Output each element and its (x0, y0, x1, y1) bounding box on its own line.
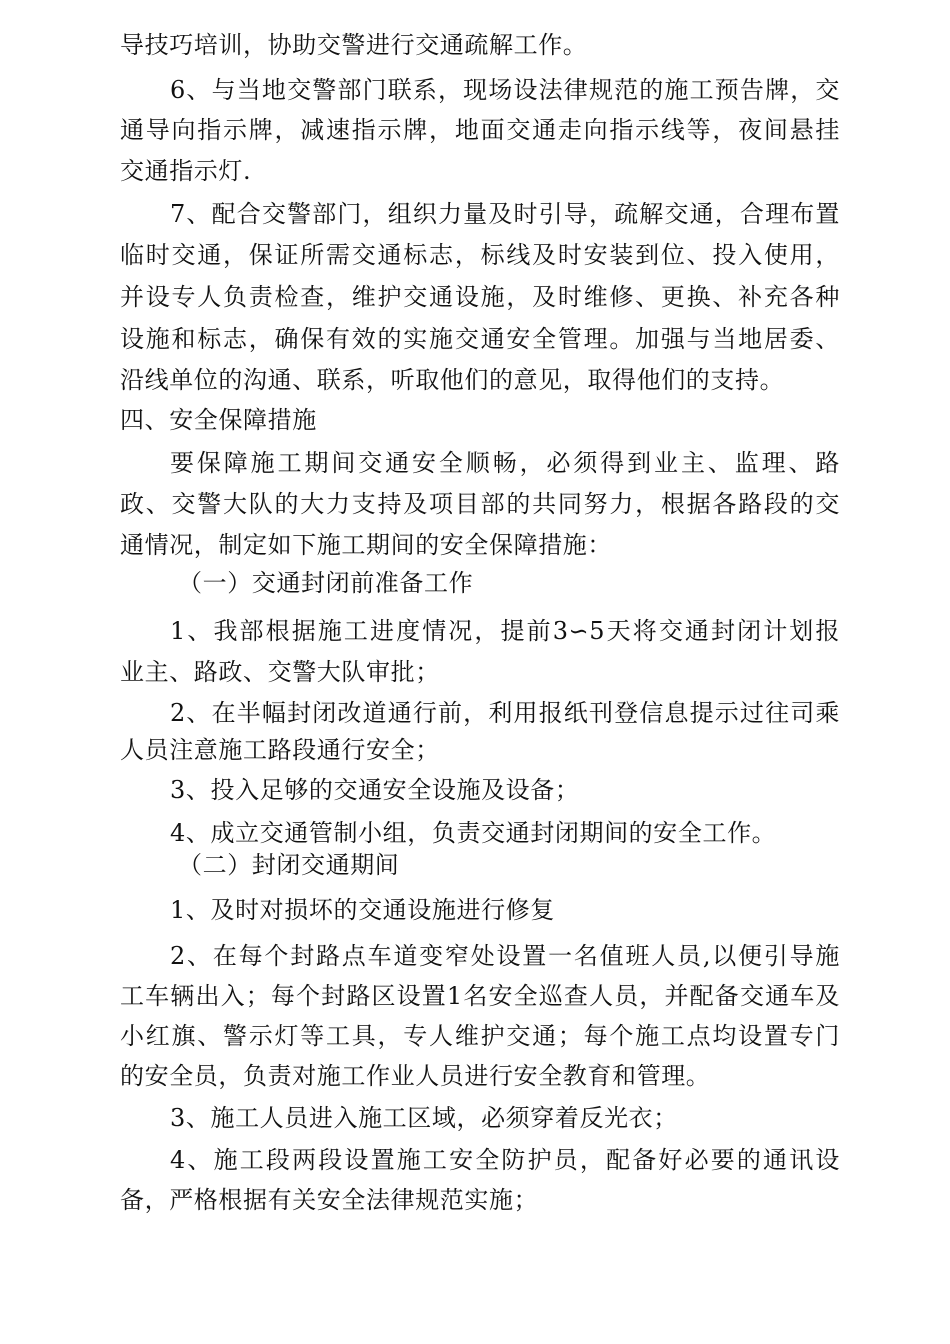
text-line: 小红旗、警示灯等工具，专人维护交通；每个施工点均设置专门 (120, 1022, 840, 1050)
text-line: 要保障施工期间交通安全顺畅，必须得到业主、监理、路 (170, 449, 840, 477)
text-line: 设施和标志，确保有效的实施交通安全管理。加强与当地居委、 (120, 325, 840, 353)
text-line: 备，严格根据有关安全法律规范实施； (120, 1186, 539, 1214)
text-line: 1、我部根据施工进度情况，提前3∽5天将交通封闭计划报 (170, 617, 840, 645)
text-line: 7、配合交警部门，组织力量及时引导，疏解交通，合理布置 (170, 200, 840, 228)
text-line: 并设专人负责检查，维护交通设施，及时维修、更换、补充各种 (120, 283, 840, 311)
text-line: 临时交通，保证所需交通标志，标线及时安装到位、投入使用， (120, 241, 840, 269)
text-line: 人员注意施工路段通行安全； (120, 736, 440, 764)
text-line: 6、与当地交警部门联系，现场设法律规范的施工预告牌，交 (170, 76, 840, 104)
subsection-heading: （一）交通封闭前准备工作 (178, 569, 474, 597)
text-line: 政、交警大队的大力支持及项目部的共同努力，根据各路段的交 (120, 490, 840, 518)
text-line: 沿线单位的沟通、联系，听取他们的意见，取得他们的支持。 (120, 366, 785, 394)
text-line: 交通指示灯. (120, 157, 252, 185)
text-line: 导技巧培训，协助交警进行交通疏解工作。 (120, 31, 588, 59)
text-line: 通情况，制定如下施工期间的安全保障措施： (120, 531, 612, 559)
text-line: 工车辆出入；每个封路区设置1名安全巡查人员，并配备交通车及 (120, 982, 840, 1010)
section-heading: 四、安全保障措施 (120, 406, 317, 434)
text-line: 3、投入足够的交通安全设施及设备； (170, 776, 580, 804)
text-line: 通导向指示牌，减速指示牌，地面交通走向指示线等，夜间悬挂 (120, 116, 840, 144)
text-line: 1、及时对损坏的交通设施进行修复 (170, 896, 555, 924)
text-line: 2、在半幅封闭改道通行前，利用报纸刊登信息提示过往司乘 (170, 699, 840, 727)
text-line: 的安全员，负责对施工作业人员进行安全教育和管理。 (120, 1062, 711, 1090)
text-line: 2、在每个封路点车道变窄处设置一名值班人员,以便引导施 (170, 942, 840, 970)
text-line: 3、施工人员进入施工区域，必须穿着反光衣； (170, 1104, 678, 1132)
text-line: 4、施工段两段设置施工安全防护员，配备好必要的通讯设 (170, 1146, 840, 1174)
text-line: 业主、路政、交警大队审批； (120, 658, 440, 686)
subsection-heading: （二）封闭交通期间 (178, 851, 400, 879)
text-line: 4、成立交通管制小组，负责交通封闭期间的安全工作。 (170, 819, 777, 847)
